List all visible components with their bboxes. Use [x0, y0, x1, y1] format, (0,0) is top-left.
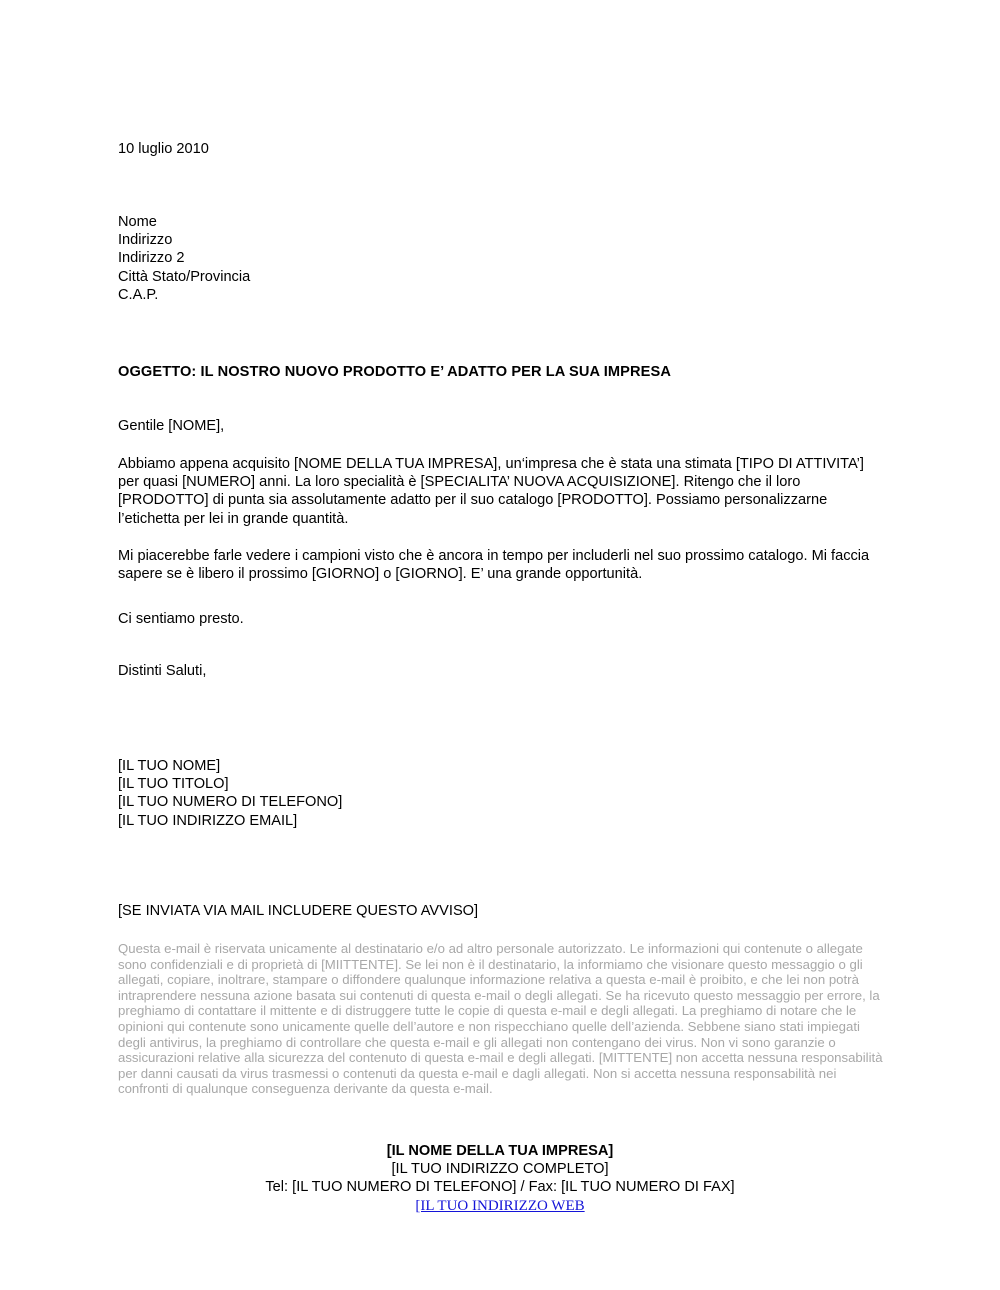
subject-line: OGGETTO: IL NOSTRO NUOVO PRODOTTO E’ ADATTO PER LA SUA IMPRESA — [118, 364, 671, 380]
address-line-postal-code: C.A.P. — [118, 286, 159, 303]
recipient-address-block — [118, 213, 250, 304]
body-paragraph-2: Mi piacerebbe farle vedere i campioni visto che è ancora in tempo per includerli nel suo prossimo catalogo. Mi faccia sapere se è libero il prossimo [GIORNO] o [GIORNO]. E’ una grande opportunità. — [118, 548, 874, 583]
footer-company-name: [IL NOME DELLA TUA IMPRESA] — [386, 1143, 614, 1159]
footer-web-link[interactable]: [IL TUO INDIRIZZO WEB — [415, 1197, 585, 1214]
signature-line-name: [IL TUO NOME] — [118, 758, 221, 774]
footer-contact: Tel: [IL TUO NUMERO DI TELEFONO] / Fax: [IL TUO NUMERO DI FAX] — [265, 1179, 735, 1196]
address-line-name: Nome — [118, 214, 157, 230]
signature-line-title: [IL TUO TITOLO] — [118, 776, 229, 793]
closing-salutation: Distinti Saluti, — [118, 663, 207, 679]
footer-address: [IL TUO INDIRIZZO COMPLETO] — [391, 1161, 609, 1178]
email-disclaimer-text: Questa e-mail è riservata unicamente al destinatario e/o ad altro personale autorizzato. Le informazioni qui contenute o allegate sono confidenziali e di proprietà di [MIITTENTE]. Se lei non è il destinatario, la informiamo che visionare questo messaggio o gli allegati, copiare, inoltrare, stampare o diffondere qualunque informazione relativa a questa e-mail è proibito, e che lei non potrà intraprendere nessuna azione basata sui contenuti di questa e-mail o degli allegati. Se ha ricevuto questo messaggio per errore, la preghiamo di contattare il mittente e di distruggere tutte le copie di questa e-mail e degli allegati. La preghiamo di notare che le opinioni qui contenute sono unicamente quelle dell’autore e non rispecchiano quelle dell’azienda. Sebbene siano stati impiegati degli antivirus, la preghiamo di controllare che questa e-mail e gli allegati non contengano dei virus. Non vi sono garanzie o assicurazioni relative alla sicurezza del contenuto di questa e-mail e degli allegati. [MITTENTE] non accetta nessuna responsabilità per danni causati da virus trasmessi o contenuti da questa e-mail e dagli allegati. Non si accetta nessuna responsabilità nei confronti di qualunque conseguenza derivante da questa e-mail. — [118, 941, 883, 1097]
address-line-city-state: Città Stato/Provincia — [118, 268, 251, 285]
email-notice-heading: [SE INVIATA VIA MAIL INCLUDERE QUESTO AVVISO] — [118, 903, 479, 919]
footer-web-link-row — [0, 1197, 1000, 1215]
address-line-street-2: Indirizzo 2 — [118, 250, 185, 267]
body-paragraph-1: Abbiamo appena acquisito [NOME DELLA TUA IMPRESA], un‘impresa che è stata una stimata [TIPO DI ATTIVITA’] per quasi [NUMERO] anni. La loro specialità è [SPECIALITA’ NUOVA ACQUISIZIONE]. Ritengo che il loro [PRODOTTO] di punta sia assolutamente adatto per il suo catalogo [PRODOTTO]. Possiamo personalizzarne l’etichetta per lei in grande quantità. — [118, 456, 869, 527]
footer-block — [0, 1142, 1000, 1215]
date-line: 10 luglio 2010 — [118, 141, 209, 157]
signature-block — [118, 757, 342, 830]
salutation: Gentile [NOME], — [118, 418, 225, 434]
address-line-street: Indirizzo — [118, 232, 173, 249]
signature-line-email: [IL TUO INDIRIZZO EMAIL] — [118, 812, 298, 829]
signature-line-phone: [IL TUO NUMERO DI TELEFONO] — [118, 794, 343, 811]
body-paragraph-3: Ci sentiamo presto. — [118, 611, 244, 627]
